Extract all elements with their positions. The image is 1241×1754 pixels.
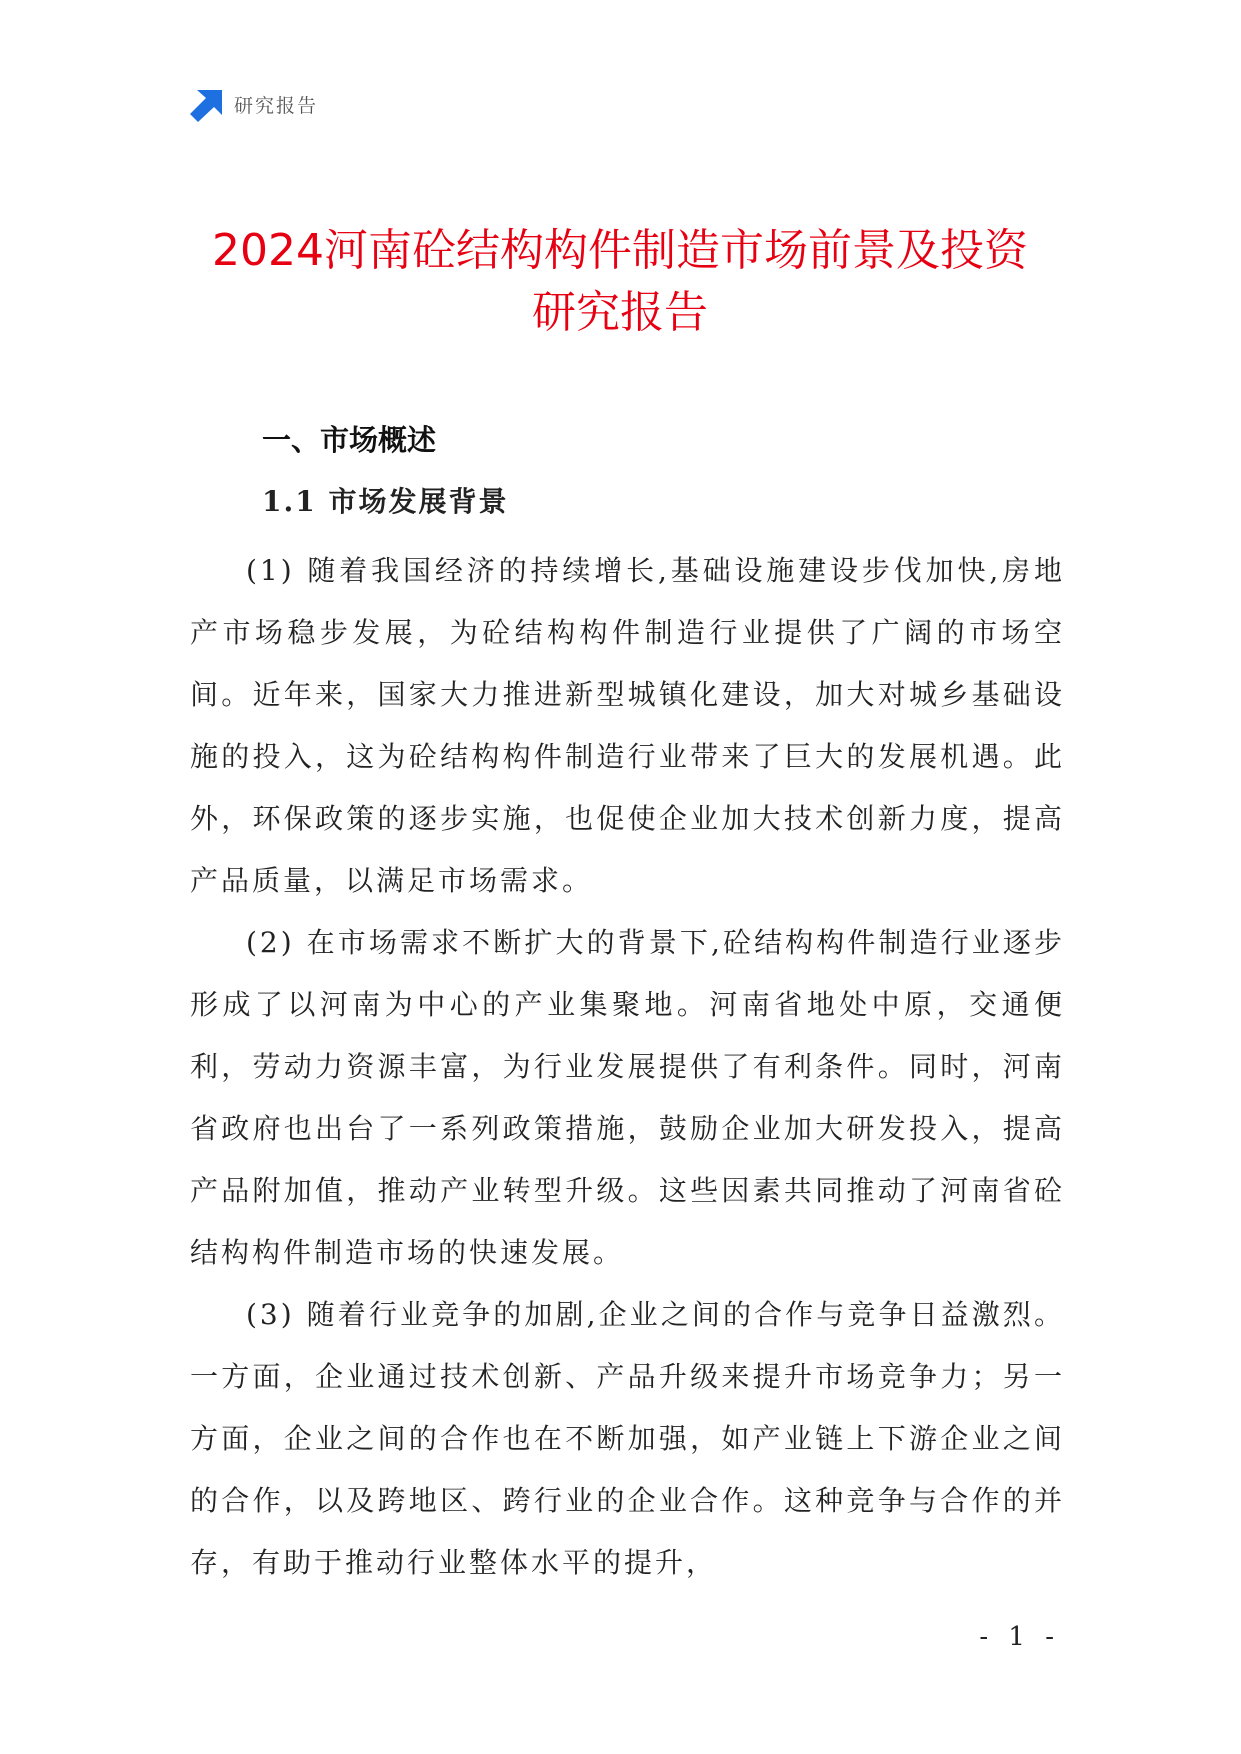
title-line-2: 研究报告 (532, 287, 708, 338)
subsection-heading: 1.1 市场发展背景 (262, 485, 509, 518)
arrow-up-right-icon (190, 90, 222, 122)
paragraph-2: (2) 在市场需求不断扩大的背景下,砼结构构件制造行业逐步形成了以河南为中心的产业集聚地。河南省地处中原，交通便利，劳动力资源丰富，为行业发展提供了有利条件。同时，河南省政府也出台了一系列政策措施，鼓励企业加大研发投入，提高产品附加值，推动产业转型升级。这些因素共同推动了河南省砼结构构件制造市场的快速发展。 (190, 926, 1065, 1269)
paragraph-1: (1) 随着我国经济的持续增长,基础设施建设步伐加快,房地产市场稳步发展，为砼结构构件制造行业提供了广阔的市场空间。近年来，国家大力推进新型城镇化建设，加大对城乡基础设施的投入，这为砼结构构件制造行业带来了巨大的发展机遇。此外，环保政策的逐步实施，也促使企业加大技术创新力度，提高产品质量，以满足市场需求。 (190, 554, 1065, 897)
body-text (190, 540, 1065, 1594)
section-heading: 一、市场概述 (262, 423, 437, 457)
header-label: 研究报告 (234, 95, 319, 117)
document-title (120, 220, 1120, 344)
page-number: - 1 - (979, 1622, 1060, 1652)
report-header (190, 90, 318, 122)
title-line-1: 2024河南砼结构构件制造市场前景及投资 (212, 225, 1028, 276)
paragraph-3: (3) 随着行业竞争的加剧,企业之间的合作与竞争日益激烈。一方面，企业通过技术创新、产品升级来提升市场竞争力；另一方面，企业之间的合作也在不断加强，如产业链上下游企业之间的合作，以及跨地区、跨行业的企业合作。这种竞争与合作的并存，有助于推动行业整体水平的提升， (190, 1298, 1065, 1579)
